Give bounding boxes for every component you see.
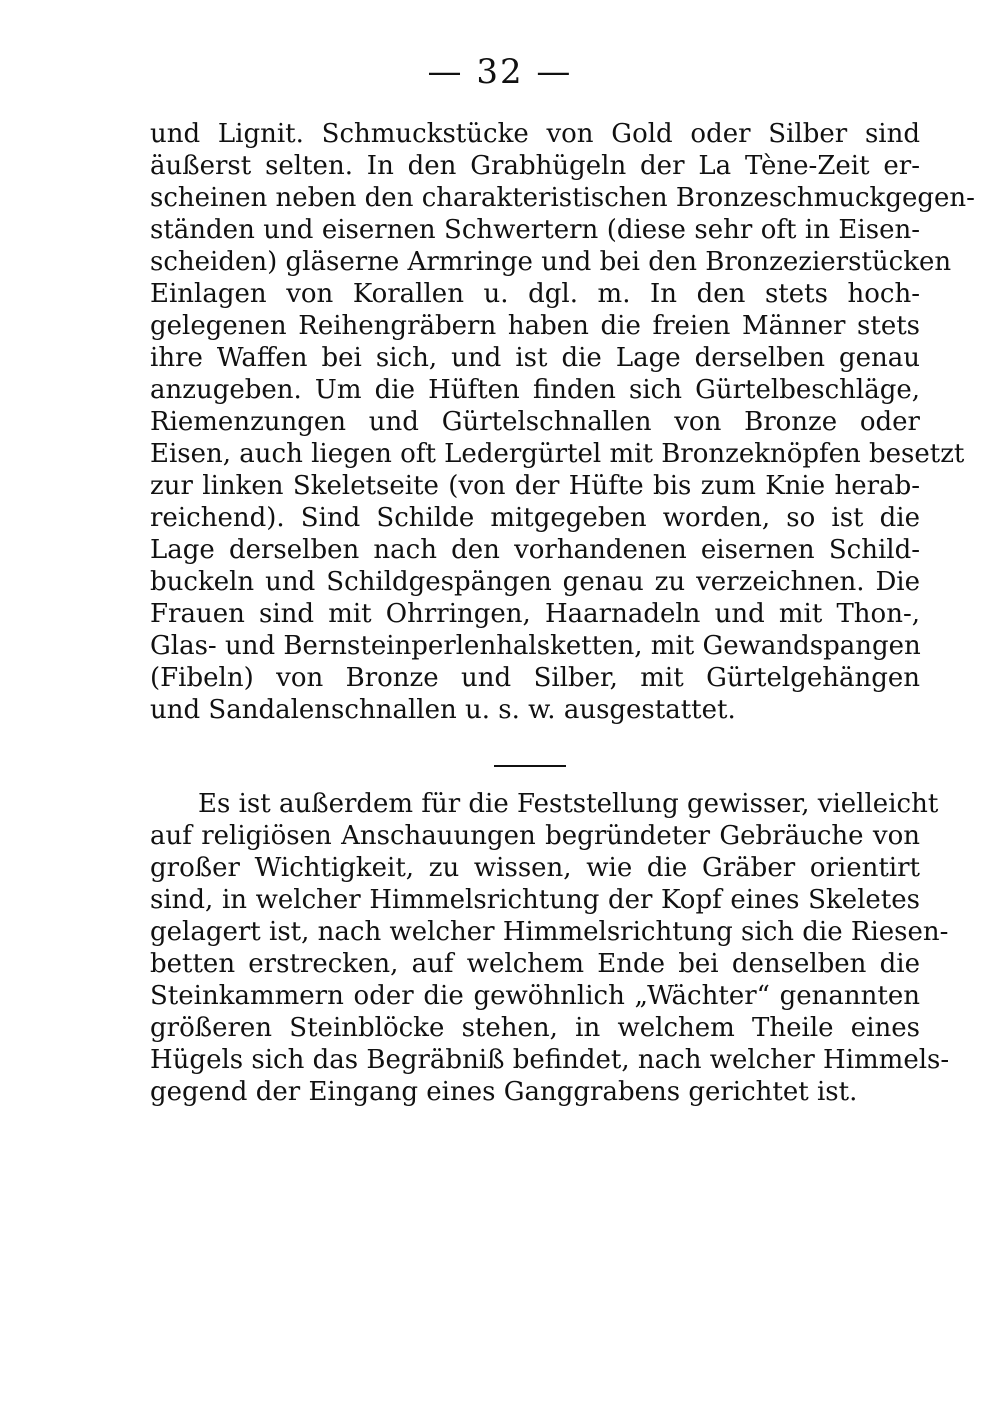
paragraph-2 bbox=[150, 788, 950, 1108]
text-line: Riemenzungen und Gürtelschnallen von Bronze oder bbox=[150, 407, 920, 437]
text-line: Hügels sich das Begräbniß befindet, nach welcher Himmels- bbox=[150, 1045, 950, 1075]
text-line: sind, in welcher Himmelsrichtung der Kopf eines Skeletes bbox=[150, 885, 920, 915]
section-divider bbox=[494, 765, 566, 767]
text-line: Lage derselben nach den vorhandenen eisernen Schild- bbox=[150, 535, 920, 565]
text-line: Einlagen von Korallen u. dgl. m. In den stets hoch- bbox=[150, 279, 920, 309]
text-line: gegend der Eingang eines Ganggrabens gerichtet ist. bbox=[150, 1077, 858, 1107]
text-line: buckeln und Schildgespängen genau zu verzeichnen. Die bbox=[150, 567, 920, 597]
text-line: Glas- und Bernsteinperlenhalsketten, mit Gewandspangen bbox=[150, 631, 921, 661]
text-line: anzugeben. Um die Hüften finden sich Gürtelbeschläge, bbox=[150, 375, 920, 405]
text-line: auf religiösen Anschauungen begründeter Gebräuche von bbox=[150, 821, 920, 851]
paragraph-1 bbox=[150, 118, 975, 726]
text-line: (Fibeln) von Bronze und Silber, mit Gürtelgehängen bbox=[150, 663, 920, 693]
text-line: scheiden) gläserne Armringe und bei den Bronzezierstücken bbox=[150, 247, 952, 277]
text-line: äußerst selten. In den Grabhügeln der La Tène-Zeit er- bbox=[150, 151, 920, 181]
text-line: Frauen sind mit Ohrringen, Haarnadeln und mit Thon-, bbox=[150, 599, 920, 629]
text-line: gelagert ist, nach welcher Himmelsrichtung sich die Riesen- bbox=[150, 917, 949, 947]
page-number: — 32 — bbox=[427, 52, 573, 92]
text-line: gelegenen Reihengräbern haben die freien Männer stets bbox=[150, 311, 920, 341]
text-line: zur linken Skeletseite (von der Hüfte bis zum Knie herab- bbox=[150, 471, 920, 501]
text-line: größeren Steinblöcke stehen, in welchem Theile eines bbox=[150, 1013, 920, 1043]
text-line: ständen und eisernen Schwertern (diese sehr oft in Eisen- bbox=[150, 215, 920, 245]
text-line: reichend). Sind Schilde mitgegeben worden, so ist die bbox=[150, 503, 920, 533]
text-line: Steinkammern oder die gewöhnlich „Wächter“ genannten bbox=[150, 981, 920, 1011]
text-line: Es ist außerdem für die Feststellung gewisser, vielleicht bbox=[198, 789, 939, 819]
text-line: und Lignit. Schmuckstücke von Gold oder Silber sind bbox=[150, 119, 920, 149]
text-line: betten erstrecken, auf welchem Ende bei denselben die bbox=[150, 949, 920, 979]
text-line: großer Wichtigkeit, zu wissen, wie die Gräber orientirt bbox=[150, 853, 920, 883]
text-line: scheinen neben den charakteristischen Bronzeschmuckgegen- bbox=[150, 183, 975, 213]
text-line: Eisen, auch liegen oft Ledergürtel mit Bronzeknöpfen besetzt bbox=[150, 439, 965, 469]
text-line: und Sandalenschnallen u. s. w. ausgestattet. bbox=[150, 695, 736, 725]
text-line: ihre Waffen bei sich, und ist die Lage derselben genau bbox=[150, 343, 920, 373]
